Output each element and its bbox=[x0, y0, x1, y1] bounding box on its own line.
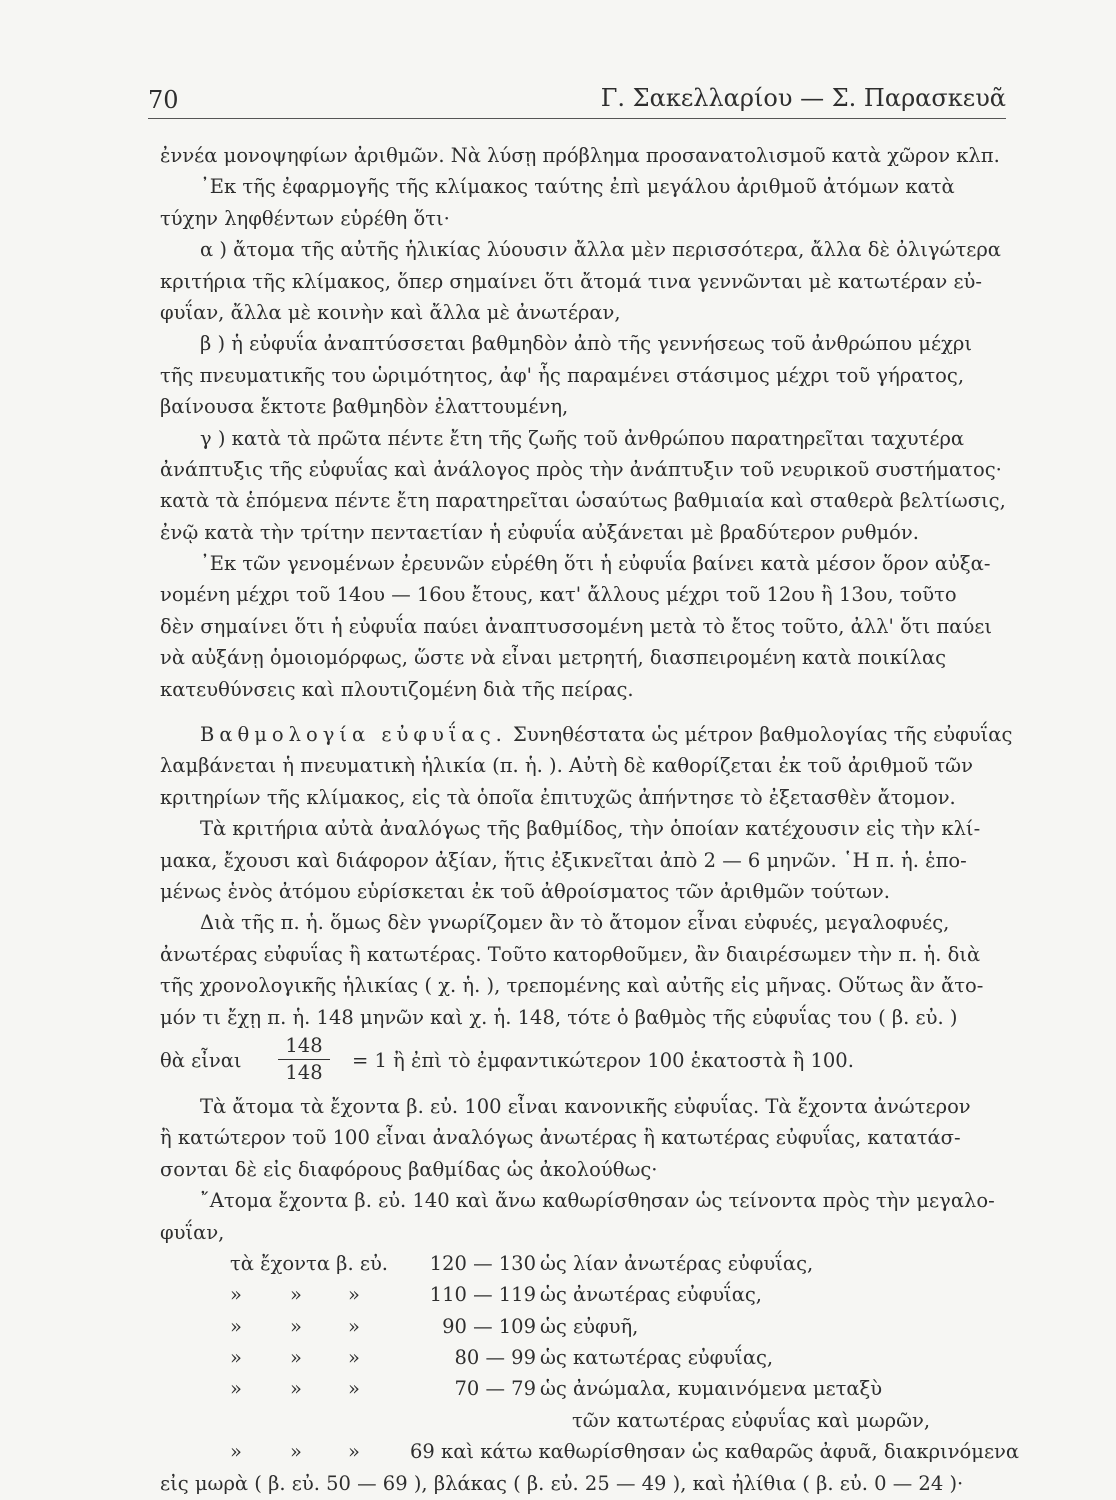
table-row bbox=[160, 1279, 1040, 1310]
page-number: 70 bbox=[148, 86, 179, 114]
row-desc: ὡς κατωτέρας εὐφυΐας, bbox=[540, 1346, 774, 1370]
ditto-mark: » bbox=[290, 1314, 302, 1338]
ditto-mark: » bbox=[290, 1377, 302, 1401]
ditto-mark: » bbox=[290, 1283, 302, 1307]
text-line: λαμβάνεται ἡ πνευματικὴ ἡλικία (π. ἡ. ). Αὐτὴ δὲ καθορίζεται ἐκ τοῦ ἀριθμοῦ τῶν bbox=[160, 754, 973, 778]
text-line: α ) ἄτομα τῆς αὐτῆς ἡλικίας λύουσιν ἄλλα μὲν περισσότερα, ἄλλα δὲ ὀλιγώτερα bbox=[200, 238, 1001, 262]
ditto-mark: » bbox=[348, 1440, 360, 1464]
row-range: 80 — 99 bbox=[454, 1346, 536, 1370]
ditto-mark: » bbox=[348, 1346, 360, 1370]
ditto-mark: » bbox=[348, 1283, 360, 1307]
section-heading-rest: Συνηθέστατα ὡς μέτρον βαθμολογίας τῆς εὐφυΐας bbox=[513, 723, 1013, 747]
row-range: 70 — 79 bbox=[454, 1377, 536, 1401]
fraction bbox=[278, 1033, 330, 1086]
ditto-mark: » bbox=[348, 1314, 360, 1338]
text-line: νομένη μέχρι τοῦ 14ου — 16ου ἔτους, κατ' ἄλλους μέχρι τοῦ 12ου ἢ 13ου, τοῦτο bbox=[160, 583, 957, 607]
ditto-mark: » bbox=[230, 1346, 242, 1370]
header-rule bbox=[148, 118, 1006, 119]
text-line: μακα, ἔχουσι καὶ διάφορον ἀξίαν, ἥτις ἐξικνεῖται ἀπὸ 2 — 6 μηνῶν. ῾Η π. ἡ. ἑπο- bbox=[160, 848, 967, 872]
text-line: δὲν σημαίνει ὅτι ἡ εὐφυΐα παύει ἀναπτυσσομένη μετὰ τὸ ἔτος τοῦτο, ἀλλ' ὅτι παύει bbox=[160, 614, 993, 638]
formula bbox=[160, 1033, 1040, 1091]
row-desc: ὡς λίαν ἀνωτέρας εὐφυΐας, bbox=[540, 1251, 814, 1275]
table-row bbox=[160, 1311, 1040, 1342]
formula-rest: = 1 ἢ ἐπὶ τὸ ἐμφαντικώτερον 100 ἑκατοστὰ ἢ 100. bbox=[352, 1048, 854, 1072]
row-range: 120 — 130 bbox=[429, 1251, 536, 1275]
ditto-mark: » bbox=[290, 1440, 302, 1464]
row-desc: τῶν κατωτέρας εὐφυΐας καὶ μωρῶν, bbox=[572, 1408, 931, 1432]
text-line: κριτηρίων τῆς κλίμακος, εἰς τὰ ὁποῖα ἐπιτυχῶς ἀπήντησε τὸ ἐξετασθὲν ἄτομον. bbox=[160, 785, 956, 809]
text-line: κατευθύνσεις καὶ πλουτιζομένη διὰ τῆς πείρας. bbox=[160, 677, 634, 701]
text-line: φυΐαν, bbox=[160, 1220, 225, 1244]
text-line: ᾿Εκ τῶν γενομένων ἐρευνῶν εὑρέθη ὅτι ἡ εὐφυΐα βαίνει κατὰ μέσον ὅρον αὐξα- bbox=[200, 552, 991, 576]
text-line: ἐνῷ κατὰ τὴν τρίτην πενταετίαν ἡ εὐφυΐα αὐξάνεται μὲ βραδύτερον ρυθμόν. bbox=[160, 520, 919, 544]
text-line: τῆς χρονολογικῆς ἡλικίας ( χ. ἡ. ), τρεπομένης καὶ αὐτῆς εἰς μῆνας. Οὕτως ἂν ἄτο- bbox=[160, 974, 984, 998]
text-line: τύχην ληφθέντων εὑρέθη ὅτι· bbox=[160, 206, 450, 230]
table-row bbox=[160, 1373, 1040, 1404]
table-row bbox=[160, 1248, 1040, 1279]
text-line: μόν τι ἔχῃ π. ἡ. 148 μηνῶν καὶ χ. ἡ. 148, τότε ὁ βαθμὸς τῆς εὐφυΐας του ( β. εὐ. ) bbox=[160, 1005, 958, 1029]
row-desc: ὡς εὐφυῆ, bbox=[540, 1314, 639, 1338]
ditto-mark: » bbox=[230, 1440, 242, 1464]
text-line: σονται δὲ εἰς διαφόρους βαθμίδας ὡς ἀκολούθως· bbox=[160, 1157, 658, 1181]
section-heading-line bbox=[160, 719, 1040, 750]
text-line: β ) ἡ εὐφυΐα ἀναπτύσσεται βαθμηδὸν ἀπὸ τῆς γεννήσεως τοῦ ἀνθρώπου μέχρι bbox=[200, 332, 972, 356]
text-line: βαίνουσα ἔκτοτε βαθμηδὸν ἐλαττουμένη, bbox=[160, 395, 569, 419]
text-line: φυΐαν, ἄλλα μὲ κοινὴν καὶ ἄλλα μὲ ἀνωτέραν, bbox=[160, 300, 621, 324]
page-header bbox=[148, 80, 1006, 120]
text-line: κριτήρια τῆς κλίμακος, ὅπερ σημαίνει ὅτι ἄτομά τινα γεννῶνται μὲ κατωτέραν εὐ- bbox=[160, 269, 982, 293]
row-range: 110 — 119 bbox=[429, 1283, 536, 1307]
table-row-continuation bbox=[160, 1405, 1040, 1436]
text-line: κατὰ τὰ ἑπόμενα πέντε ἔτη παρατηρεῖται ὡσαύτως βαθμιαία καὶ σταθερὰ βελτίωσις, bbox=[160, 489, 1006, 513]
text-line: ἀνάπτυξις τῆς εὐφυΐας καὶ ἀνάλογος πρὸς τὴν ἀνάπτυξιν τοῦ νευρικοῦ συστήματος· bbox=[160, 457, 1002, 481]
row-desc: ὡς ἀνώμαλα, κυμαινόμενα μεταξὺ bbox=[540, 1377, 883, 1401]
ditto-mark: » bbox=[230, 1377, 242, 1401]
text-line: μένως ἑνὸς ἀτόμου εὑρίσκεται ἐκ τοῦ ἀθροίσματος τῶν ἀριθμῶν τούτων. bbox=[160, 879, 890, 903]
text-line: ῎Ατομα ἔχοντα β. εὐ. 140 καὶ ἄνω καθωρίσθησαν ὡς τείνοντα πρὸς τὴν μεγαλο- bbox=[200, 1189, 995, 1213]
text-line: ἀνωτέρας εὐφυΐας ἢ κατωτέρας. Τοῦτο κατορθοῦμεν, ἂν διαιρέσωμεν τὴν π. ἡ. διὰ bbox=[160, 942, 981, 966]
row-desc: 69 καὶ κάτω καθωρίσθησαν ὡς καθαρῶς ἀφυᾶ, διακρινόμενα bbox=[410, 1440, 1020, 1464]
section-heading: Βαθμολογία εὐφυΐας. bbox=[200, 723, 507, 747]
text-line: Τὰ ἄτομα τὰ ἔχοντα β. εὐ. 100 εἶναι κανονικῆς εὐφυΐας. Τὰ ἔχοντα ἀνώτερον bbox=[200, 1094, 971, 1118]
text-line: ἢ κατώτερον τοῦ 100 εἶναι ἀναλόγως ἀνωτέρας ἢ κατωτέρας εὐφυΐας, κατατάσ- bbox=[160, 1126, 961, 1150]
table-row bbox=[160, 1436, 1040, 1467]
ditto-mark: » bbox=[348, 1377, 360, 1401]
ditto-mark: » bbox=[230, 1283, 242, 1307]
text-line: ᾿Εκ τῆς ἐφαρμογῆς τῆς κλίμακος ταύτης ἐπὶ μεγάλου ἀριθμοῦ ἀτόμων κατὰ bbox=[200, 175, 955, 199]
text-line: νὰ αὐξάνῃ ὁμοιομόρφως, ὥστε νὰ εἶναι μετρητή, διασπειρομένη κατὰ ποικίλας bbox=[160, 646, 947, 670]
formula-lead: θὰ εἶναι bbox=[160, 1048, 242, 1072]
text-line: τῆς πνευματικῆς του ὡριμότητος, ἀφ' ἧς παραμένει στάσιμος μέχρι τοῦ γήρατος, bbox=[160, 363, 965, 387]
fraction-denominator: 148 bbox=[285, 1060, 323, 1084]
table-row bbox=[160, 1342, 1040, 1373]
fraction-numerator: 148 bbox=[278, 1033, 330, 1060]
text-line: ἐννέα μονοψηφίων ἀριθμῶν. Νὰ λύσῃ πρόβλημα προσανατολισμοῦ κατὰ χῶρον κλπ. bbox=[160, 144, 1000, 167]
running-title: Γ. Σακελλαρίου — Σ. Παρασκευᾶ bbox=[600, 84, 1006, 112]
text-line: εἰς μωρὰ ( β. εὐ. 50 — 69 ), βλάκας ( β. εὐ. 25 — 49 ), καὶ ἠλίθια ( β. εὐ. 0 — 24 )· bbox=[160, 1471, 964, 1495]
text-line: γ ) κατὰ τὰ πρῶτα πέντε ἔτη τῆς ζωῆς τοῦ ἀνθρώπου παρατηρεῖται ταχυτέρα bbox=[200, 426, 965, 450]
row-label: τὰ ἔχοντα β. εὐ. bbox=[230, 1251, 389, 1275]
ditto-mark: » bbox=[230, 1314, 242, 1338]
ditto-mark: » bbox=[290, 1346, 302, 1370]
page-body bbox=[160, 140, 1040, 1499]
row-range: 90 — 109 bbox=[442, 1314, 536, 1338]
row-desc: ὡς ἀνωτέρας εὐφυΐας, bbox=[540, 1283, 762, 1307]
text-line: Τὰ κριτήρια αὐτὰ ἀναλόγως τῆς βαθμίδος, τὴν ὁποίαν κατέχουσιν εἰς τὴν κλί- bbox=[200, 817, 981, 841]
text-line: Διὰ τῆς π. ἡ. ὅμως δὲν γνωρίζομεν ἂν τὸ ἄτομον εἶναι εὐφυές, μεγαλοφυές, bbox=[200, 911, 950, 935]
